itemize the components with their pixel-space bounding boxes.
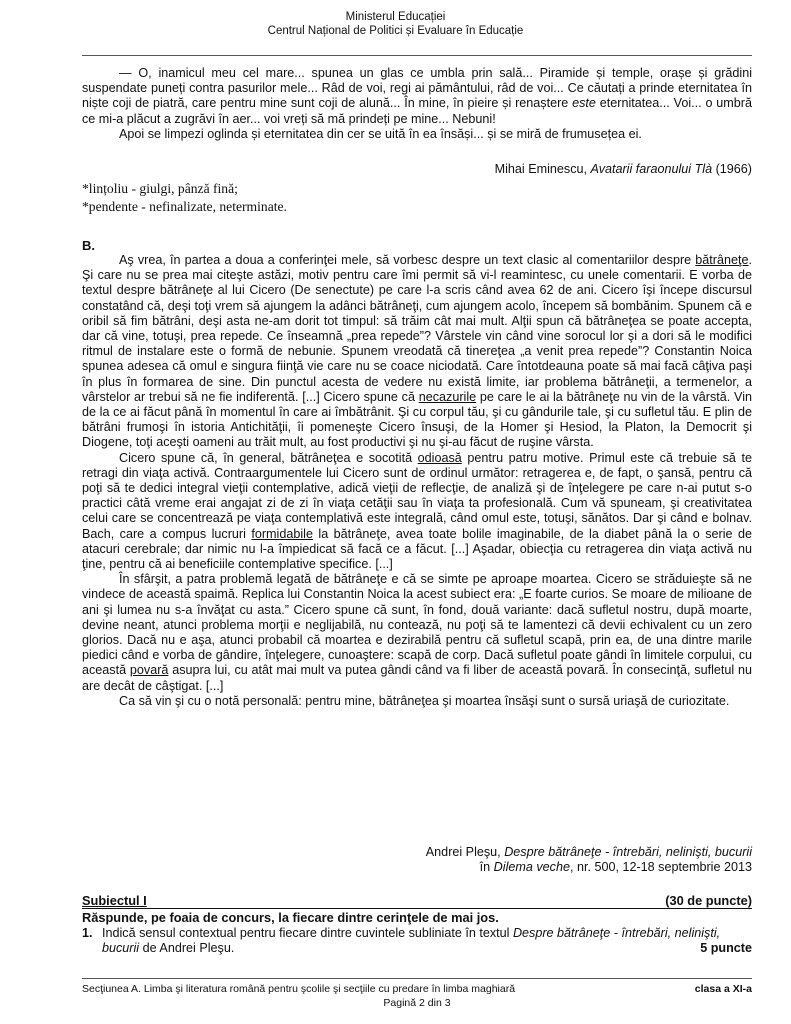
paragraph: Aş vrea, în partea a doua a conferinţei mele, să vorbesc despre un text clasic al comentariilor despre bătrâneţe. Şi care nu se prea mai citeşte astăzi, motiv pentru care îmi permit să vi-l reamintesc, cu unele comentarii. E vorba de textul despre bătrâneţe al lui Cicero (De senectute) pe care l-a scris când avea 62 de ani. Cicero îşi începe discursul constatând că, deşi toţi vrem să ajungem la adânci bătrâneţi, cum ajungem acolo, începem să bombănim. Spunem că e oribil să fim bătrâni, deşi asta ne-am dorit tot timpul: să trăim cât mai mult. Alţii spun că bătrâneţea se poate accepta, dar că vine, totuşi, prea repede. Ce înseamnă „prea repede”? Vârstele vin când vine sorocul lor şi a dori să le modifici ritmul de instalare este o formă de nebunie. Spunem vreodată că tinereţea „a venit prea repede”? Constantin Noica spunea adesea că omul e singura fiinţă vie care nu se coace niciodată. Care întotdeauna poate să mai facă câţiva paşi în plus în formarea de sine. Din punctul acesta de vedere nu există limite, iar problema bătrâneţii, a termenelor, a vârstelor ar trebui să ne fie indiferentă. [...] Cicero spune că necazurile pe care le ai la bătrâneţe nu vin de la vârstă. Vin de la ce ai făcut până în momentul în care ai îmbătrânit. Şi cu corpul tău, şi cu gândurile tale, şi cu sufletul tău. E plin de bătrâni frumoşi în istoria Antichităţii, îi pomeneşte Cicero însuşi, de la Homer şi Hesiod, la Platon, la Democrit şi Diogene, toţi aceşti oameni au trăit mult, au fost productivi şi nu şi-au făcut de ruşine vârsta.	[82, 253, 752, 450]
footnotes	[82, 180, 752, 216]
underlined-word: formidabile	[251, 526, 313, 541]
text-b-excerpt	[82, 253, 752, 709]
center-name: Centrul Național de Politici și Evaluare în Educație	[267, 25, 524, 37]
question-1: 1. Indică sensul contextual pentru fiecare dintre cuvintele subliniate în textul Despre bătrâneţe - întrebări, nelinişti, bucurii de Andrei Pleşu. 5 puncte	[82, 926, 752, 955]
subject-points: (30 de puncte)	[665, 893, 752, 908]
page-header	[0, 10, 791, 38]
underlined-word: odioasă	[417, 450, 462, 465]
paragraph: Apoi se limpezi oglinda și eternitatea din cer se uită în ea însăși... și se miră de frumusețea ei.	[119, 126, 642, 141]
text-b-attribution: Andrei Pleşu, Despre bătrâneţe - întrebări, nelinişti, bucurii în Dilema veche, nr. 500, 12-18 septembrie 2013	[425, 845, 752, 874]
paragraph: Cicero spune că, în general, bătrâneţea e socotită odioasă pentru patru motive. Primul este că trebuie să te retragi din viaţa activă. Contraargumentele lui Cicero sunt de ordinul următor: retragerea e, de fapt, o şansă, pentru că poţi să te dedici integral vieţii contemplative, adică vieţii de reflecţie, de analiză şi de înţelegere pe care n-ai putut s-o practici câtă vreme erai angajat zi de zi în viaţa cetăţii sau în viaţa ta profesională. Cum vă spuneam, şi creativitatea celui care se concentrează pe viaţa contemplativă este integrală, când omul este, totuşi, sănătos. Dar şi când e bolnav. Bach, care a compus lucruri formidabile la bătrâneţe, avea toate bolile imaginabile, de la diabet până la o serie de atacuri cerebrale; dar nimic nu l-a împiedicat să facă ce a făcut. [...] Aşadar, obiecţia cu retragerea din viaţa activă nu ţine, pentru că ai beneficiile contemplative specifice. [...]	[82, 450, 752, 572]
underlined-word: bătrâneţe	[695, 253, 749, 267]
subject-title: Subiectul I	[82, 893, 147, 908]
paragraph: Ca să vin şi cu o notă personală: pentru mine, bătrâneţea şi moartea însăşi sunt o sursă uriaşă de curiozitate.	[119, 693, 730, 708]
paragraph: — O, inamicul meu cel mare... spunea un glas ce umbla prin sală... Piramide și temple, orașe și grădini suspendate puneți contra pasurilor mele... Râd de voi, regi ai pământului, râd de voi... Ce căutați a prinde eternitatea în niște coji de piatră, care pentru mine sunt coji de alună... În mine, în pieire și renaștere este eternitatea... Voi... o umbră ce mi-a plăcut a zugrăvi în aer... voi vreți să mă prindeți pe mine... Nebuni!	[82, 66, 752, 126]
page-number: Pagină 2 din 3	[383, 997, 451, 1009]
question-points: 5 puncte	[700, 941, 752, 955]
question-number: 1.	[82, 926, 93, 940]
ministry-name: Ministerul Educației	[345, 11, 446, 23]
footer-class: clasa a XI-a	[694, 983, 752, 995]
subject-instruction: Răspunde, pe foaia de concurs, la fiecare dintre cerinţele de mai jos.	[82, 910, 499, 925]
header-divider	[82, 55, 752, 56]
footer-section: Secţiunea A. Limba şi literatura română pentru şcolile şi secţiile cu predare în limba maghiară	[82, 983, 516, 995]
text-a-excerpt	[82, 66, 752, 142]
footer-divider	[82, 978, 752, 979]
underlined-word: necazurile	[418, 389, 477, 404]
underlined-word: povară	[129, 663, 169, 678]
section-b-label: B.	[82, 238, 95, 253]
paragraph: În sfârşit, a patra problemă legată de bătrâneţe e că se simte pe aproape moartea. Cicero se străduieşte să ne vindece de această spaimă. Replica lui Constantin Noica la acest subiect era: „E foarte curios. Se moare de milioane de ani şi lumea nu s-a învăţat cu asta.” Cicero spune că sunt, în fond, două variante: dacă sufletul nostru, după moarte, devine neant, atunci problema morţii e neglijabilă, nu contează, nu poţi să te lamentezi că devii echivalent cu un zero glorios. Dacă nu e aşa, atunci probabil că moartea e dezirabilă pentru că sufletul scapă, prin ea, de una dintre marile piedici când e vorba de gândire, înţelegere, cunoaştere: scapă de corp. Dacă sufletul poate gândi în limitele corpului, cu această povară asupra lui, cu atât mai mult va putea gândi când va fi liber de această povară. În consecinţă, sufletul nu are decât de câştigat. [...]	[82, 572, 753, 693]
footnote: *lințoliu - giulgi, pânză fină;	[82, 181, 238, 196]
subject-heading	[82, 893, 752, 909]
page-footer	[82, 983, 752, 1010]
footnote: *pendente - nefinalizate, neterminate.	[82, 199, 287, 214]
text-a-attribution: Mihai Eminescu, Avatarii faraonului Tlà (1966)	[494, 162, 752, 176]
